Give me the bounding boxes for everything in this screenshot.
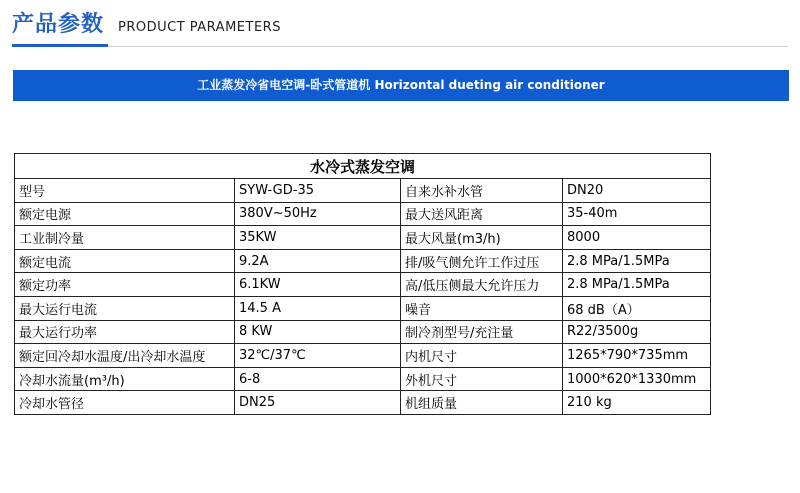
spec-table [14, 153, 711, 415]
spec-value: 2.8 MPa/1.5MPa [563, 273, 711, 297]
header-accent-bar [12, 44, 108, 47]
table-row [15, 249, 711, 273]
spec-value: 1265*790*735mm [563, 344, 711, 368]
section-header [12, 6, 788, 46]
spec-label: 额定电源 [15, 202, 235, 226]
spec-label: 最大运行电流 [15, 296, 235, 320]
spec-value: 68 dB（A） [563, 296, 711, 320]
spec-label: 冷却水管径 [15, 391, 235, 415]
spec-label: 最大送风距离 [401, 202, 563, 226]
spec-value: R22/3500g [563, 320, 711, 344]
spec-label: 额定功率 [15, 273, 235, 297]
table-row [15, 344, 711, 368]
spec-label: 内机尺寸 [401, 344, 563, 368]
spec-value: 1000*620*1330mm [563, 367, 711, 391]
spec-value: 6.1KW [235, 273, 401, 297]
section-subtitle: PRODUCT PARAMETERS [118, 20, 281, 35]
spec-value: SYW-GD-35 [235, 179, 401, 203]
table-row [15, 273, 711, 297]
spec-value: 6-8 [235, 367, 401, 391]
spec-value: 2.8 MPa/1.5MPa [563, 249, 711, 273]
spec-label: 额定回冷却水温度/出冷却水温度 [15, 344, 235, 368]
spec-label: 最大风量(m3/h) [401, 226, 563, 250]
table-title: 水冷式蒸发空调 [15, 154, 711, 179]
table-row [15, 179, 711, 203]
spec-label: 工业制冷量 [15, 226, 235, 250]
spec-value: DN25 [235, 391, 401, 415]
spec-label: 冷却水流量(m³/h) [15, 367, 235, 391]
spec-label: 高/低压侧最大允许压力 [401, 273, 563, 297]
spec-value: 14.5 A [235, 296, 401, 320]
table-row [15, 226, 711, 250]
spec-label: 最大运行功率 [15, 320, 235, 344]
spec-label: 噪音 [401, 296, 563, 320]
spec-value: 380V~50Hz [235, 202, 401, 226]
table-row [15, 367, 711, 391]
spec-value: 35-40m [563, 202, 711, 226]
spec-value: 8 KW [235, 320, 401, 344]
product-banner: 工业蒸发冷省电空调-卧式管道机 Horizontal dueting air conditioner [13, 70, 789, 101]
spec-value: 9.2A [235, 249, 401, 273]
spec-value: 35KW [235, 226, 401, 250]
table-row [15, 202, 711, 226]
table-row [15, 320, 711, 344]
spec-value: 210 kg [563, 391, 711, 415]
spec-label: 排/吸气侧允许工作过压 [401, 249, 563, 273]
table-row [15, 296, 711, 320]
spec-label: 型号 [15, 179, 235, 203]
spec-value: 32℃/37℃ [235, 344, 401, 368]
table-row [15, 391, 711, 415]
spec-label: 自来水补水管 [401, 179, 563, 203]
table-body [15, 179, 711, 415]
spec-value: 8000 [563, 226, 711, 250]
spec-label: 机组质量 [401, 391, 563, 415]
header-divider [12, 46, 788, 47]
table-title-row [15, 154, 711, 179]
spec-value: DN20 [563, 179, 711, 203]
spec-label: 制冷剂型号/充注量 [401, 320, 563, 344]
spec-label: 额定电流 [15, 249, 235, 273]
section-title: 产品参数 [12, 12, 105, 37]
spec-label: 外机尺寸 [401, 367, 563, 391]
